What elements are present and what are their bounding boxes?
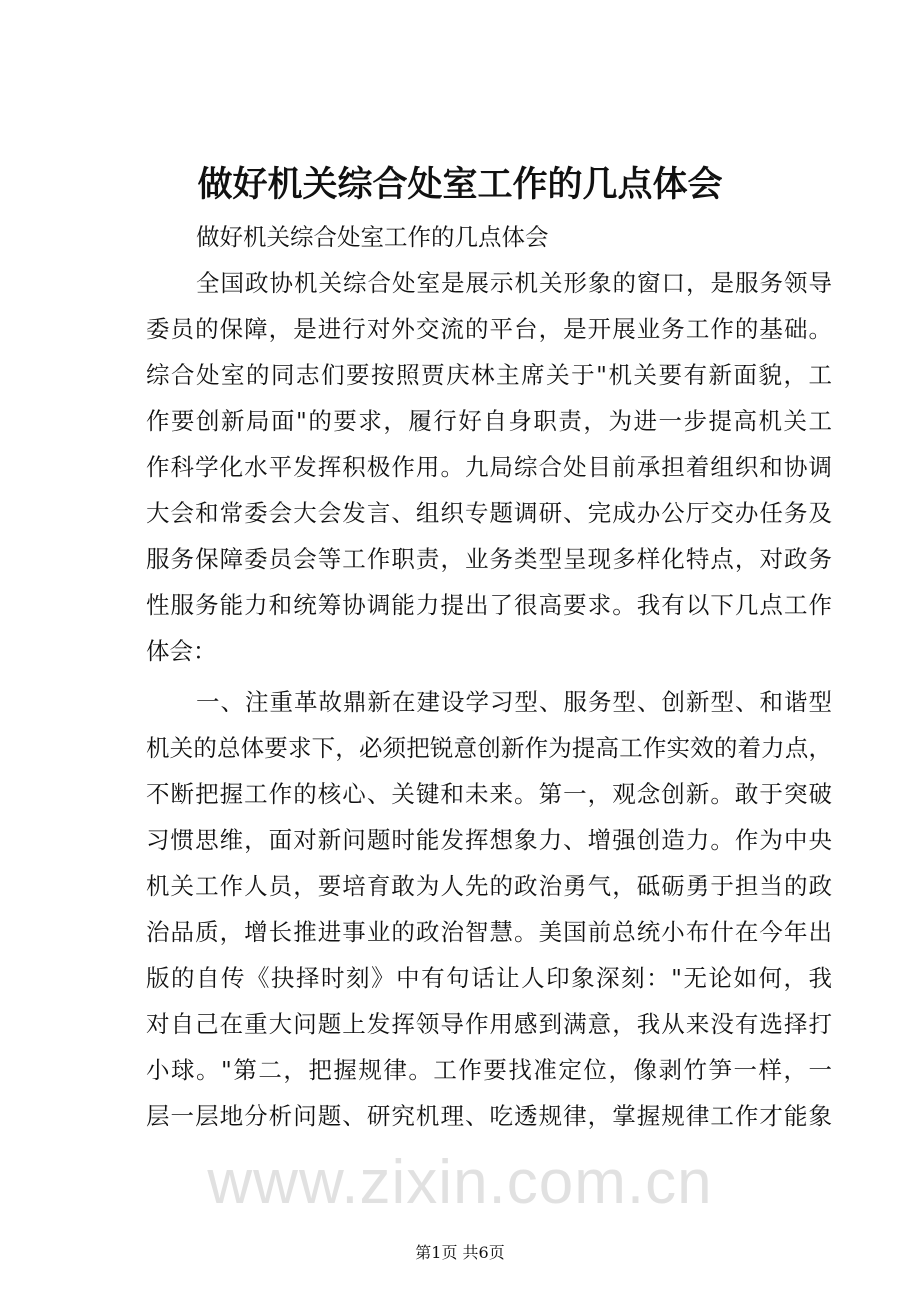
text-line: 作科学化水平发挥积极作用。九局综合处目前承担着组织和协调 (146, 453, 832, 481)
paragraph-1 (146, 260, 832, 674)
subtitle: 做好机关综合处室工作的几点体会 (196, 223, 549, 251)
text-line: 习惯思维，面对新问题时能发挥想象力、增强创造力。作为中央 (146, 826, 832, 854)
text-line: 作要创新局面"的要求，履行好自身职责，为进一步提高机关工 (146, 407, 832, 435)
text-line: 大会和常委会大会发言、组织专题调研、完成办公厅交办任务及 (146, 499, 832, 527)
page-footer: 第1页 共6页 (415, 1243, 505, 1262)
watermark: www.zixin.com.cn (207, 1148, 713, 1217)
text-line: 体会： (146, 637, 217, 665)
text-line: 机关的总体要求下，必须把锐意创新作为提高工作实效的着力点， (146, 734, 832, 762)
text-line: 小球。"第二，把握规律。工作要找准定位，像剥竹笋一样，一 (146, 1056, 832, 1084)
text-line: 不断把握工作的核心、关键和未来。第一，观念创新。敢于突破 (146, 780, 832, 808)
text-line: 层一层地分析问题、研究机理、吃透规律，掌握规律工作才能象 (146, 1102, 832, 1130)
document-title: 做好机关综合处室工作的几点体会 (197, 165, 723, 205)
document-body (146, 214, 832, 1139)
text-line: 机关工作人员，要培育敢为人先的政治勇气，砥砺勇于担当的政 (146, 872, 832, 900)
text-line: 综合处室的同志们要按照贾庆林主席关于"机关要有新面貌，工 (146, 361, 832, 389)
paragraph-2 (146, 679, 832, 1139)
text-line: 对自己在重大问题上发挥领导作用感到满意，我从来没有选择打 (146, 1010, 832, 1038)
text-line: 治品质，增长推进事业的政治智慧。美国前总统小布什在今年出 (146, 918, 832, 946)
text-line: 委员的保障，是进行对外交流的平台，是开展业务工作的基础。 (146, 315, 832, 343)
text-line: 服务保障委员会等工作职责，业务类型呈现多样化特点，对政务 (146, 545, 832, 573)
text-line: 全国政协机关综合处室是展示机关形象的窗口，是服务领导 (196, 269, 832, 297)
text-line: 性服务能力和统筹协调能力提出了很高要求。我有以下几点工作 (146, 591, 832, 619)
text-line: 版的自传《抉择时刻》中有句话让人印象深刻："无论如何，我 (146, 964, 832, 992)
text-line: 一、注重革故鼎新在建设学习型、服务型、创新型、和谐型 (196, 688, 832, 716)
